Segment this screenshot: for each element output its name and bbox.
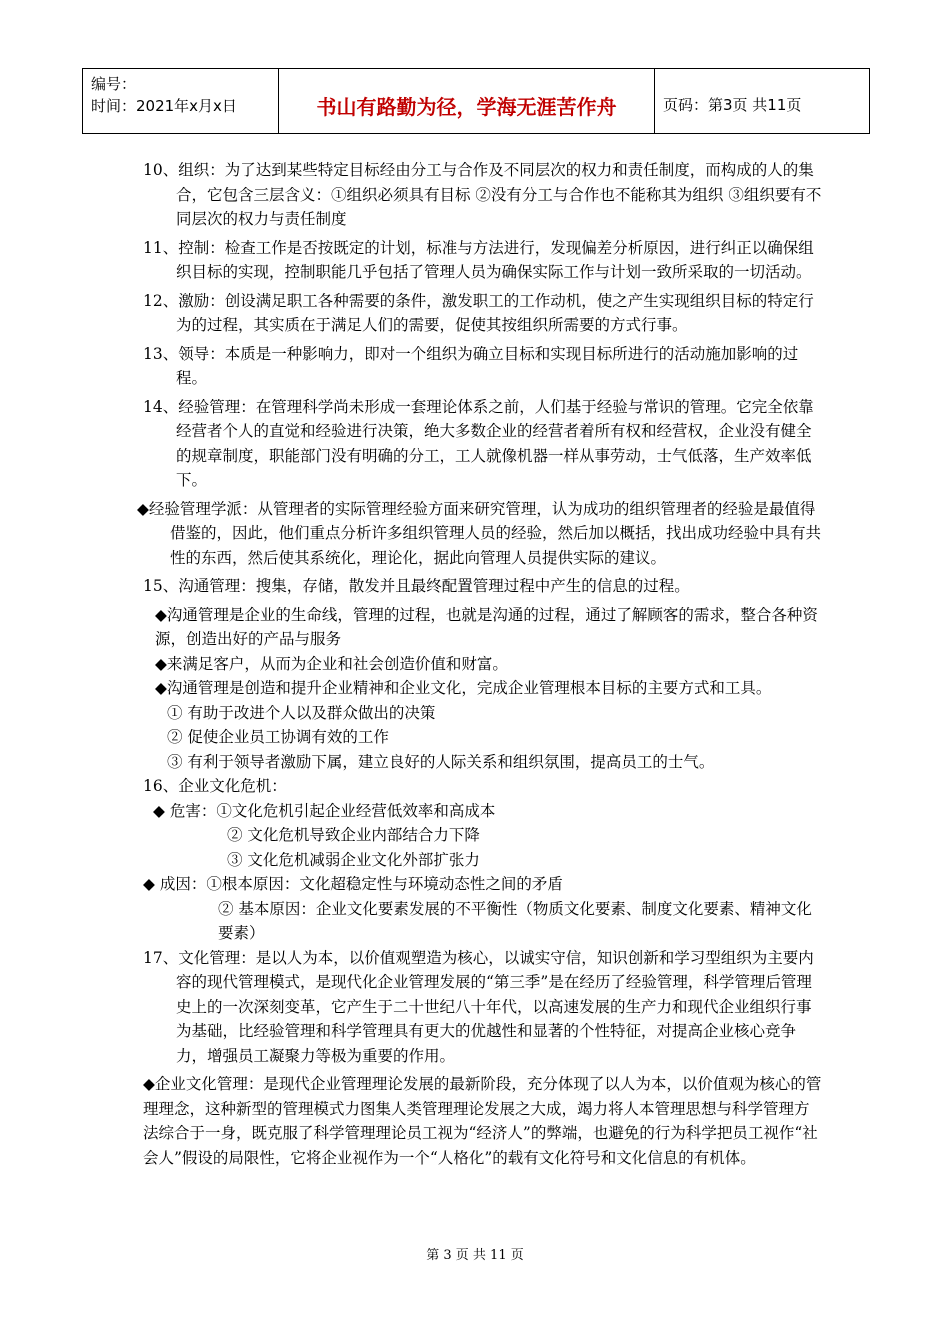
hazard-2: ② 文化危机导致企业内部结合力下降 [227, 826, 480, 844]
hazard-1: ◆ 危害：①文化危机引起企业经营低效率和高成本 [153, 801, 496, 820]
communication-3b: ② 促使企业员工协调有效的工作 [167, 728, 389, 746]
hazard-3: ③ 文化危机减弱企业文化外部扩张力 [227, 850, 480, 869]
communication-3: ◆沟通管理是创造和提升企业精神和企业文化，完成企业管理根本目标的主要方式和工具。 [155, 679, 772, 697]
item-10: 10、组织：为了达到某些特定目标经由分工与合作及不同层次的权力和责任制度，而构成的人的集合，它包含三层含义：①组织必须具有目标 ②没有分工与合作也不能称其为组织 ③组织要有不同层次的权力与责任制度 [143, 161, 822, 228]
item-17: 17、文化管理：是以人为本，以价值观塑造为核心，以诚实守信，知识创新和学习型组织为主要内容的现代管理模式，是现代化企业管理发展的“第三季”是在经历了经验管理，科学管理后管理史上的一次深刻变革，它产生于二十世纪八十年代，以高速发展的生产力和现代企业组织行事为基础，比经验管理和科学管理具有更大的优越性和显著的个性特征，对提高企业核心竞争力，增强员工凝聚力等极为重要的作用。 [143, 948, 814, 1065]
item-15: 15、沟通管理：搜集，存储，散发并且最终配置管理过程中产生的信息的过程。 [143, 577, 690, 595]
experience-school: ◆经验管理学派：从管理者的实际管理经验方面来研究管理，认为成功的组织管理者的经验是最值得借鉴的，因此，他们重点分析许多组织管理人员的经验，然后加以概括，找出成功经验中具有共性的东西，然后使其系统化，理论化，据此向管理人员提供实际的建议。 [137, 499, 822, 567]
communication-1: ◆沟通管理是企业的生命线，管理的过程，也就是沟通的过程，通过了解顾客的需求，整合各种资源，创造出好的产品与服务 [155, 605, 818, 648]
date-label: 时间：2021年x月x日 [91, 97, 237, 115]
communication-2: ◆来满足客户，从而为企业和社会创造价值和财富。 [155, 654, 508, 673]
number-label: 编号： [91, 75, 137, 93]
communication-3c: ③ 有利于领导者激励下属，建立良好的人际关系和组织氛围，提高员工的士气。 [167, 752, 715, 771]
page-label: 页码：第3页 共11页 [663, 95, 802, 114]
page-header [82, 68, 870, 134]
document-body [137, 158, 823, 1170]
cause-1: ◆ 成因：①根本原因：文化超稳定性与环境动态性之间的矛盾 [143, 875, 563, 893]
item-11: 11、控制：检查工作是否按既定的计划，标准与方法进行，发现偏差分析原因，进行纠正以确保组织目标的实现，控制职能几乎包括了管理人员为确保实际工作与计划一致所采取的一切活动。 [143, 238, 814, 281]
item-14: 14、经验管理：在管理科学尚未形成一套理论体系之前，人们基于经验与常识的管理。它完全依靠经营者个人的直觉和经验进行决策，绝大多数企业的经营者着所有权和经营权，企业没有健全的规章制度，职能部门没有明确的分工，工人就像机器一样从事劳动，士气低落，生产效率低下。 [143, 397, 814, 489]
header-info [83, 69, 279, 133]
item-12: 12、激励：创设满足职工各种需要的条件，激发职工的工作动机，使之产生实现组织目标的特定行为的过程，其实质在于满足人们的需要，促使其按组织所需要的方式行事。 [143, 291, 814, 334]
culture-management: ◆企业文化管理：是现代企业管理理论发展的最新阶段，充分体现了以人为本，以价值观为核心的管理理念，这种新型的管理模式力图集人类管理理论发展之大成，竭力将人本管理思想与科学管理方法综合于一身，既克服了科学管理理论员工视为“经济人”的弊端，也避免的行为科学把员工视作“社会人”假设的局限性，它将企业视作为一个“人格化”的载有文化符号和文化信息的有机体。 [143, 1075, 822, 1167]
item-13: 13、领导：本质是一种影响力，即对一个组织为确立目标和实现目标所进行的活动施加影响的过程。 [143, 344, 799, 387]
communication-3a: ① 有助于改进个人以及群众做出的决策 [167, 703, 436, 722]
item-16: 16、企业文化危机： [143, 777, 287, 795]
page-footer: 第 3 页 共 11 页 [426, 1248, 524, 1263]
motto: 书山有路勤为径，学海无涯苦作舟 [279, 69, 655, 133]
cause-2: ② 基本原因：企业文化要素发展的不平衡性（物质文化要素、制度文化要素、精神文化要素） [218, 899, 812, 942]
